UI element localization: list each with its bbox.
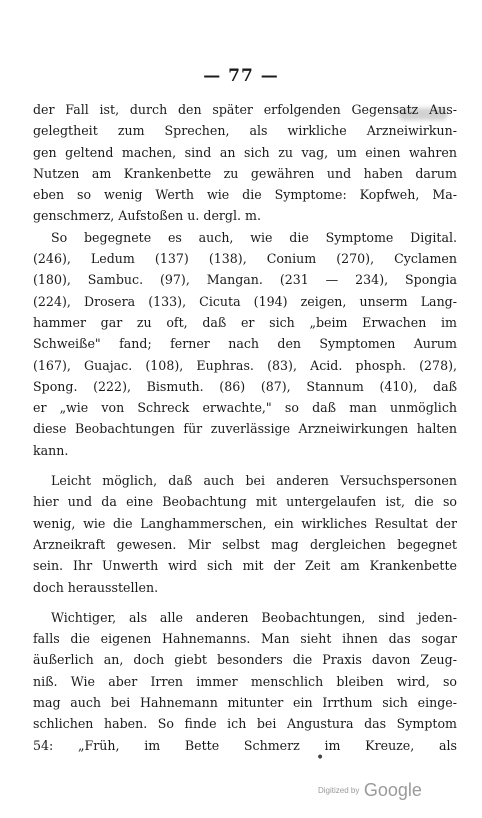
footer-mark: • [316, 750, 325, 766]
text-line: (246), Ledum (137) (138), Conium (270), Cyclamen [33, 251, 457, 267]
text-line: (180), Sambuc. (97), Mangan. (231 — 234), Spongia [33, 272, 457, 288]
text-line: schlichen haben. So finde ich bei Angustura das Symptom [33, 716, 457, 732]
text-line: falls die eigenen Hahnemanns. Man sieht ihnen das sogar [33, 631, 457, 647]
text-line: eben so wenig Werth wie die Symptome: Kopfweh, Ma- [33, 187, 457, 203]
text-line: gelegtheit zum Sprechen, als wirkliche Arzneiwirkun- [33, 123, 457, 139]
text-line: Spong. (222), Bismuth. (86) (87), Stannum (410), daß [33, 378, 457, 394]
text-line: doch herausstellen. [33, 579, 159, 595]
text-line: der Fall ist, durch den später erfolgenden Gegensatz Aus- [33, 102, 457, 117]
text-line: mag auch bei Hahnemann mitunter ein Irrthum sich einge- [33, 695, 457, 711]
text-line: gen geltend machen, sind an sich zu vag, um einen wahren [33, 144, 457, 160]
text-line: Nutzen am Krankenbette zu gewähren und haben darum [33, 165, 457, 181]
text-line: Leicht möglich, daß auch bei anderen Versuchspersonen [51, 473, 457, 489]
text-line: hammer gar zu oft, daß er sich „beim Erwachen im [33, 314, 457, 330]
text-line: niß. Wie aber Irren immer menschlich bleiben wird, so [33, 673, 457, 689]
text-line: (167), Guajac. (108), Euphras. (83), Acid. phosph. (278), [33, 357, 457, 373]
page-number: — 77 — [203, 66, 279, 86]
watermark-prefix: Digitized by [318, 786, 360, 795]
body-text [33, 99, 457, 756]
text-line: Wichtiger, als alle anderen Beobachtungen, sind jeden- [51, 609, 457, 625]
text-line: hier und da eine Beobachtung mit untergelaufen ist, die so [33, 494, 457, 510]
text-line: sein. Ihr Unwerth wird sich mit der Zeit am Krankenbette [33, 558, 457, 574]
text-line: diese Beobachtungen für zuverlässige Arzneiwirkungen halten [33, 421, 457, 437]
google-logo: Google [363, 780, 422, 800]
text-line: Arzneikraft gewesen. Mir selbst mag dergleichen begegnet [33, 536, 457, 552]
text-line: Schweiße" fand; ferner nach den Symptomen Aurum [33, 336, 457, 352]
text-line: er „wie von Schreck erwachte," so daß man unmöglich [33, 400, 457, 416]
text-line: 54: „Früh, im Bette Schmerz im Kreuze, als [33, 737, 457, 753]
text-line: So begegnete es auch, wie die Symptome Digital. [51, 229, 457, 245]
text-line: genschmerz, Aufstoßen u. dergl. m. [33, 208, 261, 224]
text-line: äußerlich an, doch giebt besonders die Praxis davon Zeug- [33, 652, 457, 668]
text-line: wenig, wie die Langhammerschen, ein wirkliches Resultat der [33, 515, 457, 531]
digitized-watermark [318, 780, 468, 801]
text-line: (224), Drosera (133), Cicuta (194) zeigen, unserm Lang- [33, 293, 457, 309]
text-line: kann. [33, 442, 69, 458]
